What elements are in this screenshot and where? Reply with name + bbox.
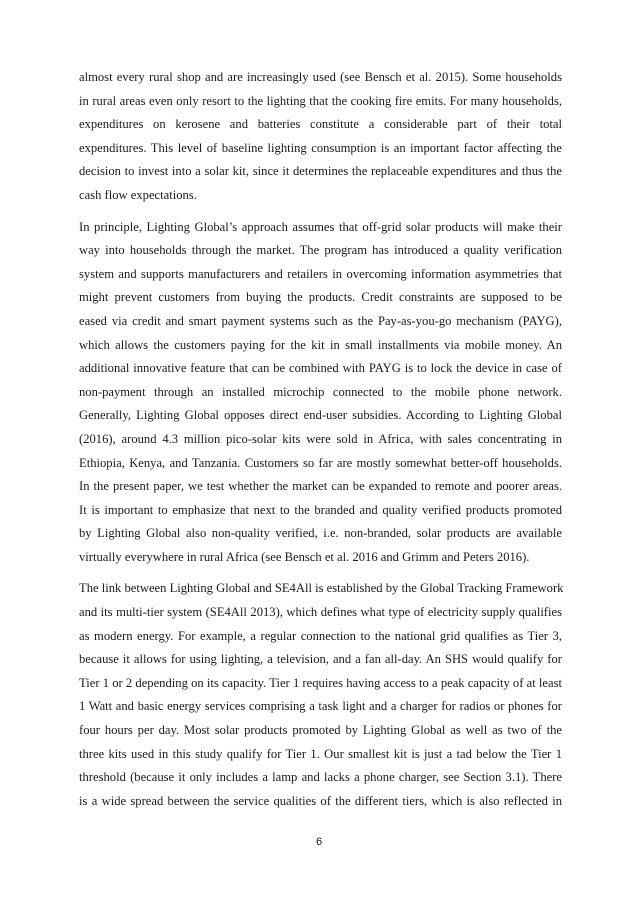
text-line: in rural areas even only resort to the lighting that the cooking fire emits. For many households, [79,93,562,108]
text-line: In principle, Lighting Global’s approach assumes that off-grid solar products will make their [79,219,562,234]
paragraph-baseline-lighting [79,66,562,208]
text-line: and its multi-tier system (SE4All 2013), which defines what type of electricity supply qualifies [79,605,562,620]
text-line: expenditures. This level of baseline lighting consumption is an important factor affecting the [79,140,562,155]
text-line: system and supports manufacturers and retailers in overcoming information asymmetries that [79,266,562,281]
text-line: threshold (because it only includes a lamp and lacks a phone charger, see Section 3.1). There [79,770,562,785]
paragraph-se4all-tiers [79,577,562,813]
text-line: four hours per day. Most solar products promoted by Lighting Global as well as two of the [79,723,562,738]
text-line: In the present paper, we test whether the market can be expanded to remote and poorer areas. [79,479,562,494]
text-line: which allows the customers paying for the kit in small installments via mobile money. An [79,337,562,352]
text-line: eased via credit and smart payment systems such as the Pay-as-you-go mechanism (PAYG), [79,313,562,328]
text-line: as modern energy. For example, a regular connection to the national grid qualifies as Tier 3, [79,628,562,643]
text-line: expenditures on kerosene and batteries constitute a considerable part of their total [79,117,562,132]
text-line: decision to invest into a solar kit, since it determines the replaceable expenditures and thus the [79,164,562,179]
text-line: additional innovative feature that can be combined with PAYG is to lock the device in case of [79,361,562,376]
paragraph-lighting-global-approach [79,216,562,570]
text-line: because it allows for using lighting, a television, and a fan all-day. An SHS would qualify for [79,652,562,667]
text-line: Ethiopia, Kenya, and Tanzania. Customers so far are mostly somewhat better-off households. [79,455,562,470]
text-line: Generally, Lighting Global opposes direct end-user subsidies. According to Lighting Global [79,408,562,423]
text-line: might prevent customers from buying the products. Credit constraints are supposed to be [79,290,562,305]
text-line: cash flow expectations. [79,187,197,202]
text-line: The link between Lighting Global and SE4All is established by the Global Tracking Framework [79,581,564,596]
document-body [79,66,562,821]
text-line: almost every rural shop and are increasingly used (see Bensch et al. 2015). Some households [79,70,562,84]
text-line: three kits used in this study qualify for Tier 1. Our smallest kit is just a tad below the Tier 1 [79,746,562,761]
text-line: is a wide spread between the service qualities of the different tiers, which is also reflected in [79,793,562,808]
page-number: 6 [315,836,323,848]
text-line: 1 Watt and basic energy services comprising a task light and a charger for radios or phones for [79,699,562,714]
text-line: by Lighting Global also non-quality verified, i.e. non-branded, solar products are available [79,526,562,541]
text-line: virtually everywhere in rural Africa (see Bensch et al. 2016 and Grimm and Peters 2016). [79,549,530,564]
text-line: It is important to emphasize that next to the branded and quality verified products promoted [79,502,562,517]
text-line: way into households through the market. The program has introduced a quality verification [79,243,562,258]
text-line: non-payment through an installed microchip connected to the mobile phone network. [79,384,562,399]
text-line: (2016), around 4.3 million pico-solar kits were sold in Africa, with sales concentrating in [79,431,562,446]
text-line: Tier 1 or 2 depending on its capacity. Tier 1 requires having access to a peak capacity of at least [79,675,562,690]
